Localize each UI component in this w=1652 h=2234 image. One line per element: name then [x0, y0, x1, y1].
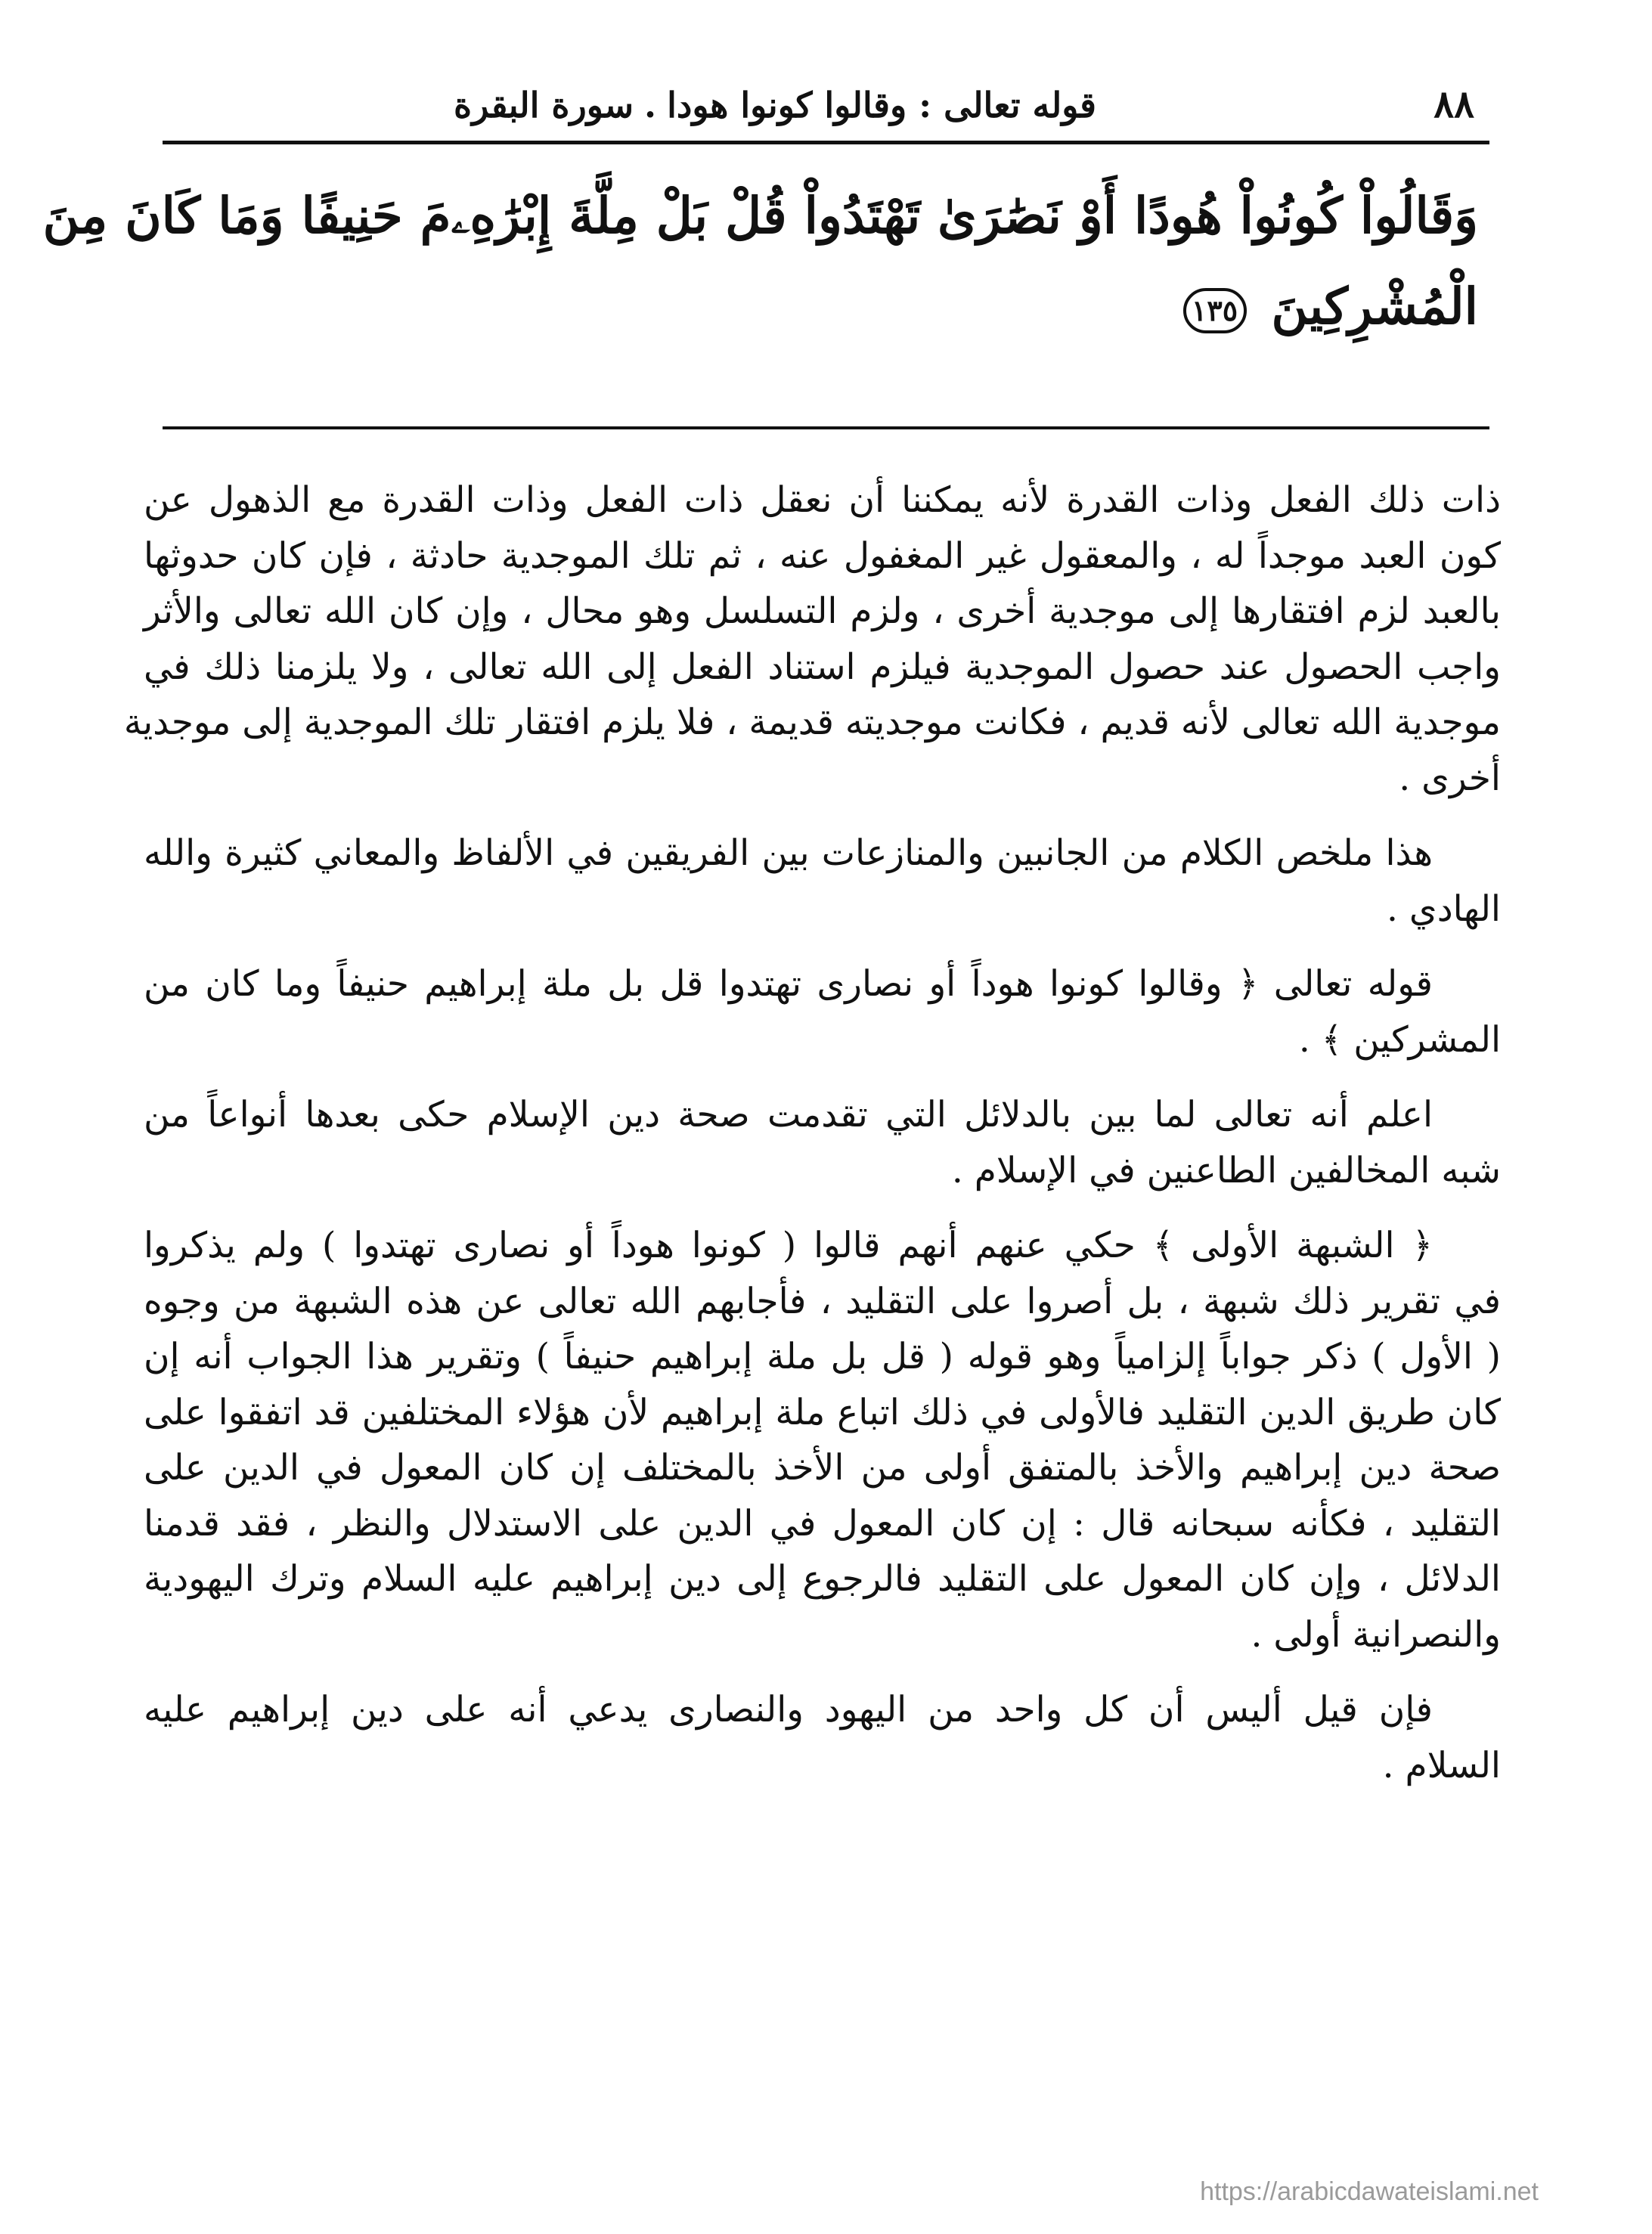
text-line: ( الأول ) ذكر جواباً إلزامياً وهو قوله ( قل بل ملة إبراهيم حنيفاً ) وتقرير هذا الجواب أنه إن	[144, 1336, 1501, 1377]
paragraph	[144, 1087, 1501, 1198]
text-line: هذا ملخص الكلام من الجانبين والمنازعات بين الفريقين في الألفاظ والمعاني كثيرة والله	[144, 832, 1433, 874]
text-line: السلام .	[1382, 1744, 1501, 1786]
text-line: كان طريق الدين التقليد فالأولى في ذلك اتباع ملة إبراهيم لأن هؤلاء المختلفين قد اتفقوا على	[144, 1391, 1501, 1433]
text-line: المشركين ﴾ .	[1298, 1018, 1501, 1061]
text-line: قوله تعالى ﴿ وقالوا كونوا هوداً أو نصارى تهتدوا قل بل ملة إبراهيم حنيفاً وما كان من	[144, 963, 1433, 1005]
paragraph	[123, 473, 1501, 806]
ayah-number-mark: ١٣٥	[1183, 288, 1247, 333]
verse-rule	[163, 426, 1489, 429]
paragraph	[144, 956, 1501, 1067]
running-title-surah: سورة البقرة	[453, 85, 634, 125]
verse-line	[163, 261, 1478, 352]
text-line: صحة دين إبراهيم والأخذ بالمتفق أولى من الأخذ بالمختلف إن كان المعول في الدين على	[144, 1447, 1501, 1489]
paragraph	[144, 1682, 1501, 1793]
text-line: في تقرير ذلك شبهة ، بل أصروا على التقليد ، فأجابهم الله تعالى عن هذه الشبهة من وجوه	[144, 1280, 1501, 1322]
text-line: ﴿ الشبهة الأولى ﴾ حكي عنهم أنهم قالوا ( كونوا هوداً أو نصارى تهتدوا ) ولم يذكروا	[144, 1225, 1433, 1266]
text-line: الدلائل ، وإن كان المعول على التقليد فالرجوع إلى دين إبراهيم عليه السلام وترك اليهودية	[144, 1558, 1501, 1600]
verse-line: وَقَالُواْ كُونُواْ هُودًا أَوْ نَصَٰرَىٰ تَهْتَدُواْ قُلْ بَلْ مِلَّةَ إِبْرَٰهِۦمَ حَنِيفًا وَمَا كَانَ مِنَ	[42, 186, 1478, 245]
text-line: والنصرانية أولى .	[1251, 1613, 1501, 1656]
text-line: موجدية الله تعالى لأنه قديم ، فكانت موجديته قديمة ، فلا يلزم افتقار تلك الموجدية إلى موجدية	[123, 702, 1501, 743]
page-header	[159, 76, 1489, 144]
title-separator: .	[644, 85, 657, 125]
quran-verse	[42, 170, 1478, 352]
text-line: اعلم أنه تعالى لما بين بالدلائل التي تقدمت صحة دين الإسلام حكى بعدها أنواعاً من	[144, 1094, 1433, 1136]
site-watermark: https://arabicdawateislami.net	[1200, 2177, 1539, 2206]
text-line: التقليد ، فكأنه سبحانه قال : إن كان المعول في الدين على الاستدلال والنظر ، فقد قدمنا	[144, 1502, 1501, 1545]
running-title	[454, 85, 1096, 125]
commentary-text	[123, 473, 1501, 1813]
text-line: ذات ذلك الفعل وذات القدرة لأنه يمكننا أن نعقل ذات الفعل وذات القدرة مع الذهول عن	[144, 479, 1501, 521]
text-line: فإن قيل أليس أن كل واحد من اليهود والنصارى يدعي أنه على دين إبراهيم عليه	[144, 1689, 1433, 1730]
paragraph	[144, 1218, 1501, 1662]
running-title-main: قوله تعالى : وقالوا كونوا هودا	[667, 85, 1096, 125]
header-rule	[163, 141, 1489, 144]
text-line: الهادي .	[1387, 888, 1501, 930]
text-line: واجب الحصول عند حصول الموجدية فيلزم استناد الفعل إلى الله تعالى ، ولا يلزمنا ذلك في	[144, 646, 1501, 688]
text-line: بالعبد لزم افتقارها إلى موجدية أخرى ، ولزم التسلسل وهو محال ، وإن كان الله تعالى والأثر	[144, 590, 1501, 632]
verse-line-text: الْمُشْرِكِينَ	[1271, 277, 1478, 336]
text-line: كون العبد موجداً له ، والمعقول غير المغفول عنه ، ثم تلك الموجدية حادثة ، فإن كان حدوثها	[144, 534, 1501, 577]
paragraph	[144, 826, 1501, 937]
page-number: ٨٨	[1433, 82, 1474, 126]
text-line: أخرى .	[1399, 757, 1501, 799]
text-line: شبه المخالفين الطاعنين في الإسلام .	[951, 1149, 1501, 1191]
